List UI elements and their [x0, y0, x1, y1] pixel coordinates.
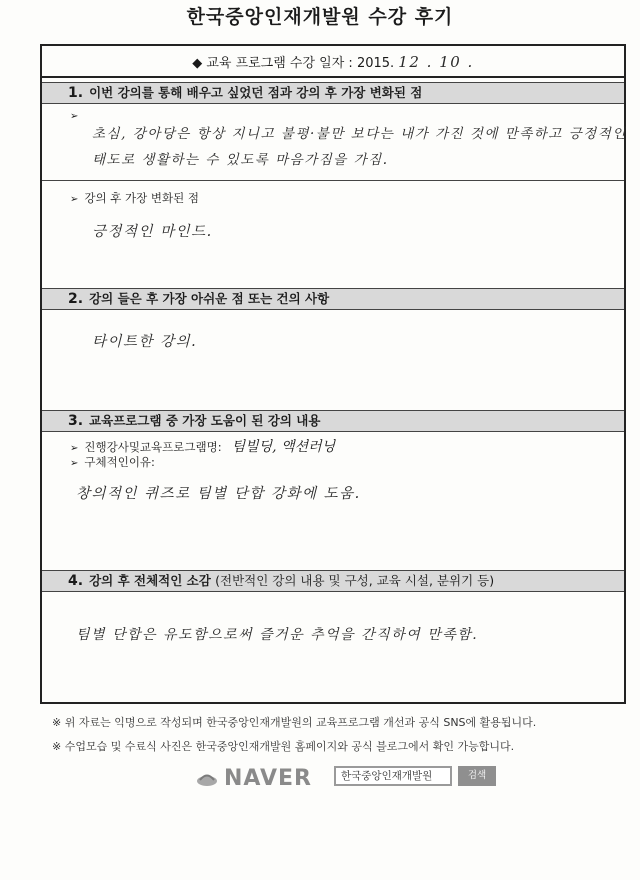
search-button[interactable]: 검색: [458, 766, 496, 786]
section-4-answer: 팀별 단합은 유도함으로써 즐거운 추억을 간직하여 만족함.: [76, 627, 479, 643]
page-title: 한국중앙인재개발원 수강 후기: [186, 6, 454, 28]
divider: [42, 180, 624, 181]
date-handwritten: 12 . 10 .: [398, 53, 474, 71]
section-3-bullet-instructor: ➢ 진행강사및교육프로그램명: 팀빌딩, 액션러닝: [70, 439, 336, 455]
section-1-answer-line-2: 태도로 생활하는 수 있도록 마음가짐을 가짐.: [92, 152, 389, 168]
section-4-title-sub: (전반적인 강의 내용 및 구성, 교육 시설, 분위기 등): [215, 573, 495, 588]
section-1-sub-answer: 긍정적인 마인드.: [92, 224, 213, 240]
naver-logo: [196, 766, 312, 791]
section-2-number: 2.: [68, 291, 84, 307]
section-4-header: [42, 570, 624, 592]
section-2-title: 강의 들은 후 가장 아쉬운 점 또는 건의 사항: [89, 291, 330, 306]
section-1-number: 1.: [68, 85, 84, 101]
note-anonymous: ※ 위 자료는 익명으로 작성되며 한국중앙인재개발원의 교육프로그램 개선과 공식 SNS에 활용됩니다.: [52, 716, 537, 729]
section-3-bullet-reason: ➢ 구체적인이유:: [70, 455, 155, 469]
section-3-number: 3.: [68, 413, 84, 429]
section-2-header: [42, 288, 624, 310]
naver-wordmark: NAVER: [224, 766, 312, 791]
leaf-icon: [196, 771, 218, 787]
section-3-header: [42, 410, 624, 432]
section-3-title: 교육프로그램 중 가장 도움이 된 강의 내용: [89, 413, 321, 428]
search-input[interactable]: 한국중앙인재개발원: [334, 766, 452, 786]
section-3-answer: 창의적인 퀴즈로 팀별 단합 강화에 도움.: [76, 486, 361, 502]
date-label: ◆ 교육 프로그램 수강 일자 : 2015.: [192, 56, 395, 71]
section-1-title: 이번 강의를 통해 배우고 싶었던 점과 강의 후 가장 변화된 점: [89, 85, 423, 100]
section-3-instructor-value: 팀빌딩, 액션러닝: [231, 439, 336, 455]
section-1-header: [42, 82, 624, 104]
section-1-bullet: ➢: [70, 111, 79, 122]
review-form: [40, 44, 626, 704]
section-2-answer: 타이트한 강의.: [92, 334, 198, 350]
note-photos: ※ 수업모습 및 수료식 사진은 한국중앙인재개발원 홈페이지와 공식 블로그에서 확인 가능합니다.: [52, 740, 515, 753]
section-1-answer-line-1: 초심, 강아당은 항상 지니고 불평·불만 보다는 내가 가진 것에 만족하고 긍정적인: [92, 126, 627, 142]
section-1-sub-bullet: ➢ 강의 후 가장 변화된 점: [70, 191, 199, 205]
section-4-number: 4.: [68, 573, 84, 589]
date-row: [42, 46, 624, 78]
section-4-title: 강의 후 전체적인 소감: [89, 573, 211, 588]
